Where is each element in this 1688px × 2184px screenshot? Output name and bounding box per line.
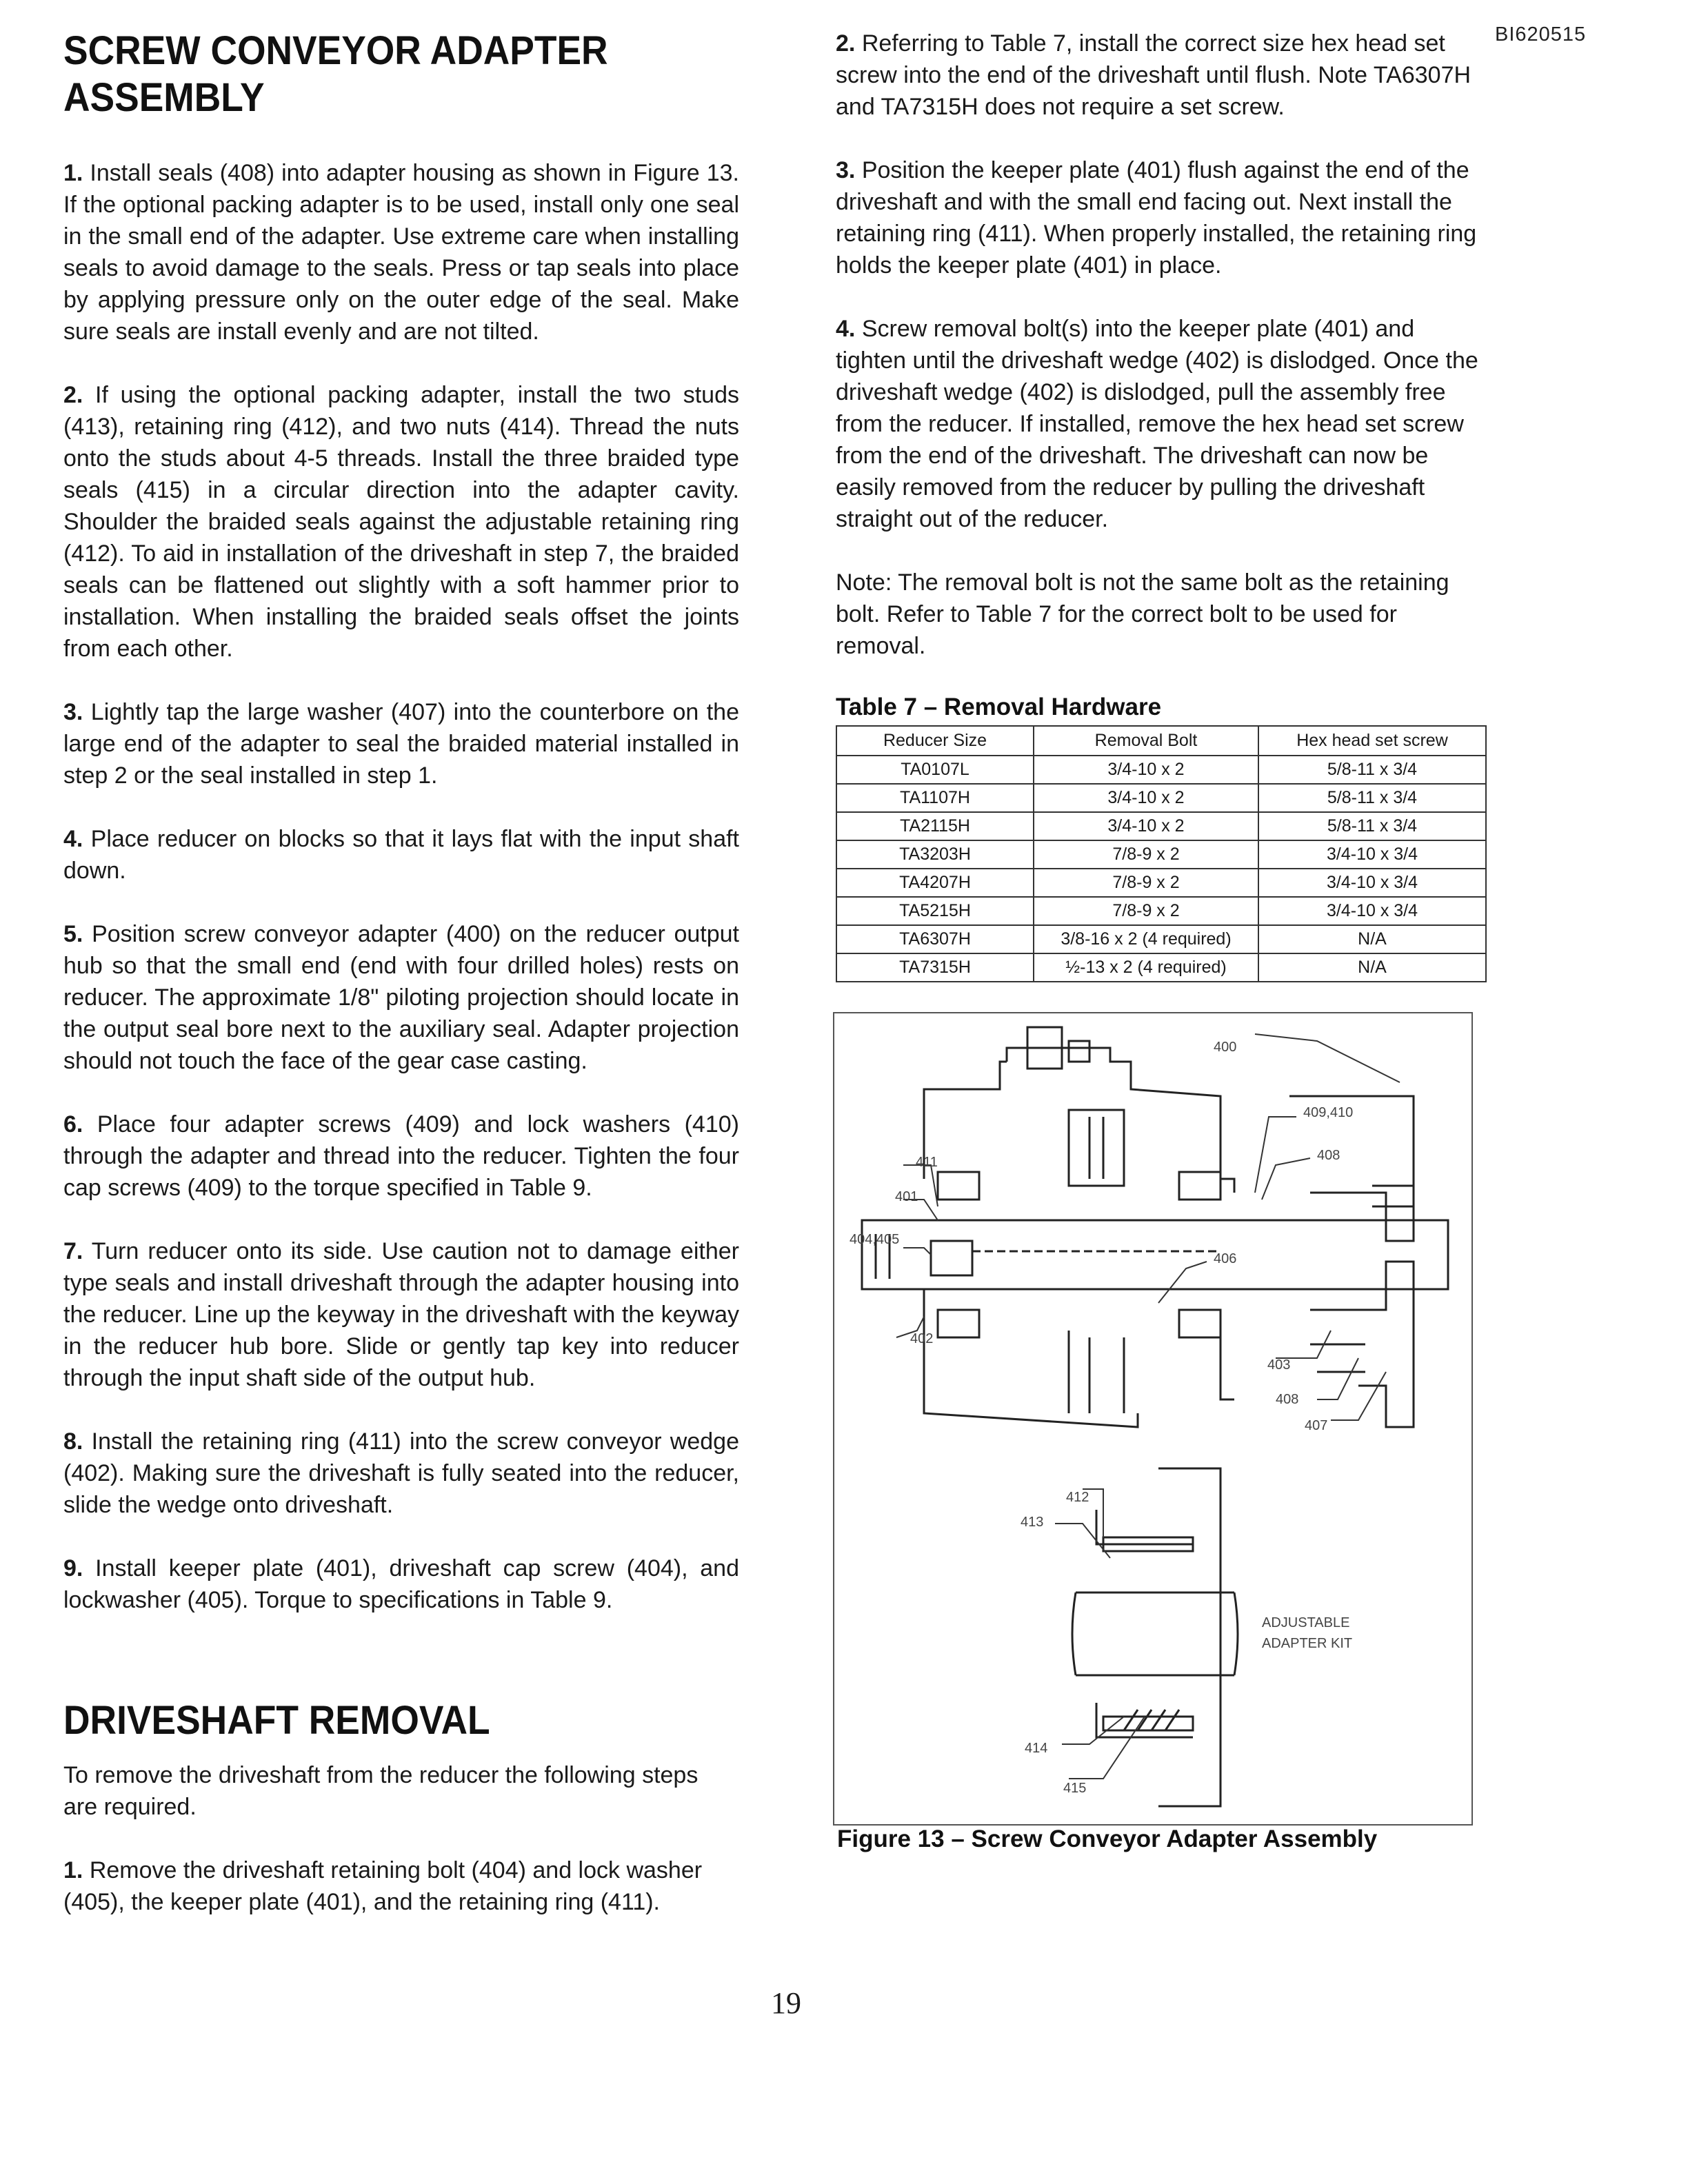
step-number: 2. — [836, 30, 856, 57]
table-cell: TA2115H — [836, 812, 1034, 840]
step-paragraph — [63, 1235, 739, 1394]
step-number: 7. — [63, 1238, 83, 1264]
step-number: 6. — [63, 1111, 83, 1138]
step-paragraph — [63, 823, 739, 887]
kit-label-line2: ADAPTER KIT — [1262, 1636, 1353, 1651]
label-413: 413 — [1021, 1515, 1044, 1530]
table-row — [836, 756, 1486, 784]
table-cell: 3/8-16 x 2 (4 required) — [1034, 925, 1258, 953]
step-paragraph — [63, 696, 739, 791]
table-cell: TA5215H — [836, 897, 1034, 925]
label-406: 406 — [1214, 1251, 1237, 1266]
removal-intro: To remove the driveshaft from the reducer the following steps are required. — [63, 1762, 699, 1820]
table-cell: ½-13 x 2 (4 required) — [1034, 953, 1258, 982]
table-header-row — [836, 726, 1486, 756]
table-cell: 7/8-9 x 2 — [1034, 840, 1258, 869]
step-number: 3. — [836, 157, 856, 183]
step-paragraph — [63, 918, 739, 1077]
label-408-bottom: 408 — [1276, 1392, 1299, 1407]
document-id: BI620515 — [1495, 23, 1587, 46]
step-text: Place four adapter screws (409) and lock washers (410) through the adapter and thread into the reducer. Tighten the four cap screws (409) to the torque specified in Table 9. — [63, 1111, 739, 1201]
table-cell: TA4207H — [836, 869, 1034, 897]
table-cell: TA3203H — [836, 840, 1034, 869]
table-row — [836, 897, 1486, 925]
step-number: 3. — [63, 699, 83, 725]
page-number: 19 — [771, 1986, 801, 2020]
table-cell: 3/4-10 x 2 — [1034, 756, 1258, 784]
step-number: 5. — [63, 921, 83, 947]
table-row — [836, 869, 1486, 897]
label-404-405: 404,405 — [850, 1232, 900, 1247]
label-415: 415 — [1063, 1781, 1087, 1796]
step-text: Place reducer on blocks so that it lays flat with the input shaft down. — [63, 826, 740, 884]
table-cell: 3/4-10 x 3/4 — [1258, 869, 1486, 897]
header-reducer-size: Reducer Size — [836, 726, 1034, 756]
step-paragraph — [63, 379, 739, 665]
screw-conveyor-adapter-diagram — [834, 1013, 1471, 1824]
step-paragraph — [836, 313, 1491, 535]
step-text: Install the retaining ring (411) into the screw conveyor wedge (402). Making sure the driveshaft is fully seated into the reducer, slide the wedge onto driveshaft. — [63, 1428, 739, 1518]
table-cell: TA6307H — [836, 925, 1034, 953]
label-402: 402 — [910, 1331, 934, 1346]
label-409-410: 409,410 — [1303, 1105, 1354, 1120]
header-hex-set-screw: Hex head set screw — [1258, 726, 1486, 756]
section-title-driveshaft-removal: DRIVESHAFT REMOVAL — [63, 1698, 490, 1743]
label-408-top: 408 — [1317, 1148, 1340, 1163]
step-number: 1. — [63, 160, 83, 186]
figure-13-frame — [833, 1012, 1473, 1826]
label-401: 401 — [895, 1189, 918, 1204]
removal-note: Note: The removal bolt is not the same bolt as the retaining bolt. Refer to Table 7 for the correct bolt to be used for removal. — [836, 569, 1449, 659]
table-cell: 3/4-10 x 2 — [1034, 812, 1258, 840]
header-removal-bolt: Removal Bolt — [1034, 726, 1258, 756]
table-cell: TA7315H — [836, 953, 1034, 982]
label-412: 412 — [1066, 1490, 1089, 1505]
label-414: 414 — [1025, 1741, 1048, 1756]
table-cell: N/A — [1258, 953, 1486, 982]
step-paragraph — [836, 154, 1491, 281]
section-title-screw-conveyor: SCREW CONVEYOR ADAPTER ASSEMBLY — [63, 28, 608, 120]
table-cell: 3/4-10 x 3/4 — [1258, 840, 1486, 869]
label-403: 403 — [1267, 1357, 1291, 1373]
table-body — [836, 756, 1486, 982]
table-row — [836, 925, 1486, 953]
step-paragraph — [63, 1109, 739, 1204]
step-text: Install seals (408) into adapter housing as shown in Figure 13. If the optional packing adapter is to be used, install only one seal in the small end of the adapter. Use extreme care when installing seals to avoid damage to the seals. Press or tap seals into place by applying pressure only on the outer edge of the seal. Make sure seals are install evenly and are not tilted. — [63, 160, 739, 345]
step-number: 8. — [63, 1428, 83, 1455]
table-cell: N/A — [1258, 925, 1486, 953]
label-407: 407 — [1305, 1418, 1328, 1433]
table-cell: 3/4-10 x 2 — [1034, 784, 1258, 812]
step-paragraph — [63, 1553, 739, 1616]
step-text: Lightly tap the large washer (407) into the counterbore on the large end of the adapter to seal the braided material installed in step 2 or the seal installed in step 1. — [63, 699, 739, 789]
step-number: 1. — [63, 1857, 83, 1883]
table-cell: 3/4-10 x 3/4 — [1258, 897, 1486, 925]
step-text: Install keeper plate (401), driveshaft cap screw (404), and lockwasher (405). Torque to specifications in Table 9. — [63, 1555, 740, 1613]
removal-step-1 — [63, 1854, 712, 1918]
table-7-title: Table 7 – Removal Hardware — [836, 694, 1162, 720]
right-column — [836, 28, 1491, 982]
step-paragraph — [836, 28, 1491, 123]
step-text: Referring to Table 7, install the correct size hex head set screw into the end of the driveshaft until flush. Note TA6307H and TA7315H does not require a set screw. — [836, 30, 1471, 120]
step-text: Remove the driveshaft retaining bolt (404) and lock washer (405), the keeper plate (401), and the retaining ring (411). — [63, 1857, 703, 1915]
removal-steps — [836, 28, 1491, 535]
step-paragraph — [63, 157, 739, 347]
table-row — [836, 784, 1486, 812]
label-400: 400 — [1214, 1040, 1237, 1055]
table-cell: 5/8-11 x 3/4 — [1258, 812, 1486, 840]
kit-label-line1: ADJUSTABLE — [1262, 1615, 1350, 1630]
step-number: 4. — [63, 826, 83, 852]
removal-hardware-table — [836, 725, 1487, 982]
step-text: Position the keeper plate (401) flush against the end of the driveshaft and with the small end facing out. Next install the retaining ring (411). When properly installed, the retaining ring holds the keeper plate (401) in place. — [836, 157, 1477, 279]
step-text: If using the optional packing adapter, install the two studs (413), retaining ring (412), and two nuts (414). Thread the nuts onto the studs about 4-5 threads. Install the three braided type seals (415) in a circular direction into the adapter cavity. Shoulder the braided seals against the adjustable retaining ring (412). To aid in installation of the driveshaft in step 7, the braided seals can be flattened out slightly with a soft hammer prior to installation. When installing the braided seals offset the joints from each other. — [63, 382, 739, 662]
table-cell: 5/8-11 x 3/4 — [1258, 784, 1486, 812]
table-cell: 7/8-9 x 2 — [1034, 869, 1258, 897]
step-number: 4. — [836, 316, 856, 342]
figure-13-caption: Figure 13 – Screw Conveyor Adapter Assembly — [837, 1826, 1378, 1852]
table-cell: TA0107L — [836, 756, 1034, 784]
step-text: Turn reducer onto its side. Use caution not to damage either type seals and install driveshaft through the adapter housing into the reducer. Line up the keyway in the driveshaft with the keyway in the reducer hub bore. Slide or gently tap key into reducer through the input shaft side of the output hub. — [63, 1238, 739, 1391]
step-paragraph — [63, 1426, 739, 1521]
step-number: 2. — [63, 382, 83, 408]
step-number: 9. — [63, 1555, 83, 1581]
left-column — [63, 28, 739, 1950]
label-411: 411 — [916, 1155, 938, 1170]
table-cell: 7/8-9 x 2 — [1034, 897, 1258, 925]
assembly-steps — [63, 157, 739, 1616]
table-row — [836, 812, 1486, 840]
table-row — [836, 953, 1486, 982]
table-row — [836, 840, 1486, 869]
step-text: Position screw conveyor adapter (400) on the reducer output hub so that the small end (end with four drilled holes) rests on reducer. The approximate 1/8" piloting projection should locate in the output seal bore next to the auxiliary seal. Adapter projection should not touch the face of the gear case casting. — [63, 921, 740, 1074]
table-cell: 5/8-11 x 3/4 — [1258, 756, 1486, 784]
table-cell: TA1107H — [836, 784, 1034, 812]
step-text: Screw removal bolt(s) into the keeper plate (401) and tighten until the driveshaft wedge (402) is dislodged. Once the driveshaft wedge (402) is dislodged, pull the assembly free from the reducer. If installed, remove the hex head set screw from the end of the driveshaft. The driveshaft can now be easily removed from the reducer by pulling the driveshaft straight out of the reducer. — [836, 316, 1478, 532]
